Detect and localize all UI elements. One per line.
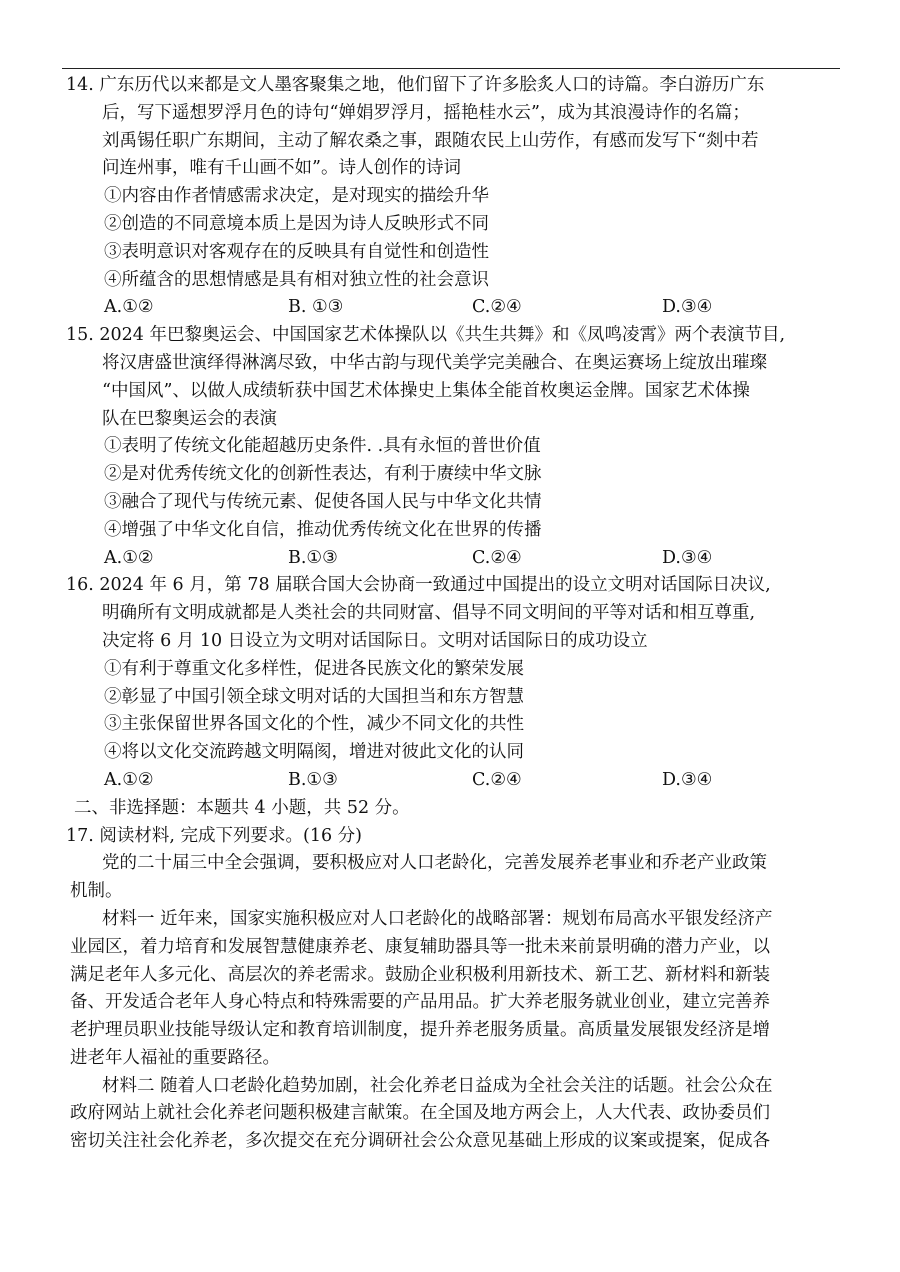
statement-option: ④将以文化交流跨越文明隔阂，增进对彼此文化的认同 <box>104 742 524 763</box>
material-1-line: 备、开发适合老年人身心特点和特殊需要的产品用品。扩大养老服务就业创业，建立完善养 <box>70 992 770 1013</box>
question-16 <box>60 572 850 794</box>
material-1-line: 进老年人福祉的重要路径。 <box>70 1047 280 1068</box>
question-stem-line: 15. 2024 年巴黎奥运会、中国国家艺术体操队以《共生共舞》和《凤鸣凌霄》两个表演节目, <box>66 325 786 346</box>
question-stem-line: 将汉唐盛世演绎得淋漓尽致，中华古韵与现代美学完美融合、在奥运赛场上绽放出璀璨 <box>102 352 767 373</box>
question-stem-line: 明确所有文明成就都是人类社会的共同财富、倡导不同文明间的平等对话和相互尊重, <box>102 603 756 624</box>
statement-option: ①表明了传统文化能超越历史条件. .具有永恒的普世价值 <box>104 436 541 457</box>
statement-option: ②是对优秀传统文化的创新性表达，有利于赓续中华文脉 <box>104 464 542 485</box>
choice-d: D.③④ <box>662 297 713 318</box>
statement-option: ③融合了现代与传统元素、促使各国人民与中华文化共情 <box>104 491 542 512</box>
question-heading: 17. 阅读材料, 完成下列要求。(16 分) <box>66 825 363 846</box>
answer-choices <box>60 294 850 322</box>
question-stem-line: 问连州事，唯有千山画不如”。诗人创作的诗词 <box>102 158 461 179</box>
material-1-line: 满足老年人多元化、高层次的养老需求。鼓励企业积极利用新技术、新工艺、新材料和新装 <box>70 964 770 985</box>
statement-option: ③表明意识对客观存在的反映具有自觉性和创造性 <box>104 241 489 262</box>
question-stem-line: “中国风”、以做人成绩斩获中国艺术体操史上集体全能首枚奥运金牌。国家艺术体操 <box>102 380 750 401</box>
question-stem-line: 14. 广东历代以来都是文人墨客聚集之地，他们留下了许多脍炙人口的诗篇。李白游历广东 <box>66 75 765 95</box>
material-1-line: 业园区，着力培育和发展智慧健康养老、康复辅助器具等一批未来前景明确的潜力产业，以 <box>70 936 770 957</box>
question-stem-line: 刘禹锡任职广东期间，主动了解农桑之事，跟随农民上山劳作，有感而发写下“剡中若 <box>102 130 759 151</box>
material-2-line: 材料二 随着人口老龄化趋势加剧，社会化养老日益成为全社会关注的话题。社会公众在 <box>102 1075 773 1096</box>
choice-a: A.①② <box>104 297 154 318</box>
statement-option: ①内容由作者情感需求决定，是对现实的描绘升华 <box>104 186 489 207</box>
statement-option: ④所蕴含的思想情感是具有相对独立性的社会意识 <box>104 269 489 290</box>
statement-option: ①有利于尊重文化多样性，促进各民族文化的繁荣发展 <box>104 658 524 679</box>
statement-option: ②创造的不同意境本质上是因为诗人反映形式不同 <box>104 213 489 234</box>
choice-c: C.②④ <box>472 547 522 568</box>
intro-line: 机制。 <box>70 881 123 902</box>
question-stem-line: 后，写下遥想罗浮月色的诗句“婵娟罗浮月，摇艳桂水云”，成为其浪漫诗作的名篇； <box>102 102 750 123</box>
section-heading: 二、非选择题：本题共 4 小题，共 52 分。 <box>74 797 410 818</box>
question-17 <box>60 823 850 1157</box>
question-stem-line: 16. 2024 年 6 月，第 78 届联合国大会协商一致通过中国提出的设立文明对话国际日决议, <box>66 575 771 596</box>
material-1-line: 老护理员职业技能导级认定和教育培训制度，提升养老服务质量。高质量发展银发经济是增 <box>70 1020 770 1041</box>
statement-option: ③主张保留世界各国文化的个性，减少不同文化的共性 <box>104 714 524 735</box>
header-rule <box>62 68 840 69</box>
choice-c: C.②④ <box>472 769 522 790</box>
intro-line: 党的二十届三中全会强调，要积极应对人口老龄化，完善发展养老事业和乔老产业政策 <box>102 853 767 874</box>
choice-a: A.①② <box>104 547 154 568</box>
question-stem-line: 决定将 6 月 10 日设立为文明对话国际日。文明对话国际日的成功设立 <box>102 630 648 651</box>
choice-b: B.①③ <box>288 547 338 568</box>
question-14 <box>60 72 850 322</box>
choice-a: A.①② <box>104 769 154 790</box>
material-1-line: 材料一 近年来，国家实施积极应对人口老龄化的战略部署：规划布局高水平银发经济产 <box>102 908 773 929</box>
question-15 <box>60 322 850 572</box>
choice-b: B. ①③ <box>288 297 344 318</box>
statement-option: ④增强了中华文化自信，推动优秀传统文化在世界的传播 <box>104 519 542 540</box>
choice-b: B.①③ <box>288 769 338 790</box>
material-2-line: 密切关注社会化养老，多次提交在充分调研社会公众意见基础上形成的议案或提案，促成各 <box>70 1131 770 1152</box>
statement-option: ②彰显了中国引领全球文明对话的大国担当和东方智慧 <box>104 686 524 707</box>
choice-d: D.③④ <box>662 547 713 568</box>
answer-choices <box>60 545 850 573</box>
exam-page <box>60 72 850 1156</box>
material-2-line: 政府网站上就社会化养老问题积极建言献策。在全国及地方两会上，人大代表、政协委员们 <box>70 1103 770 1124</box>
answer-choices <box>60 767 850 795</box>
choice-c: C.②④ <box>472 297 522 318</box>
question-stem-line: 队在巴黎奥运会的表演 <box>102 408 277 429</box>
choice-d: D.③④ <box>662 769 713 790</box>
